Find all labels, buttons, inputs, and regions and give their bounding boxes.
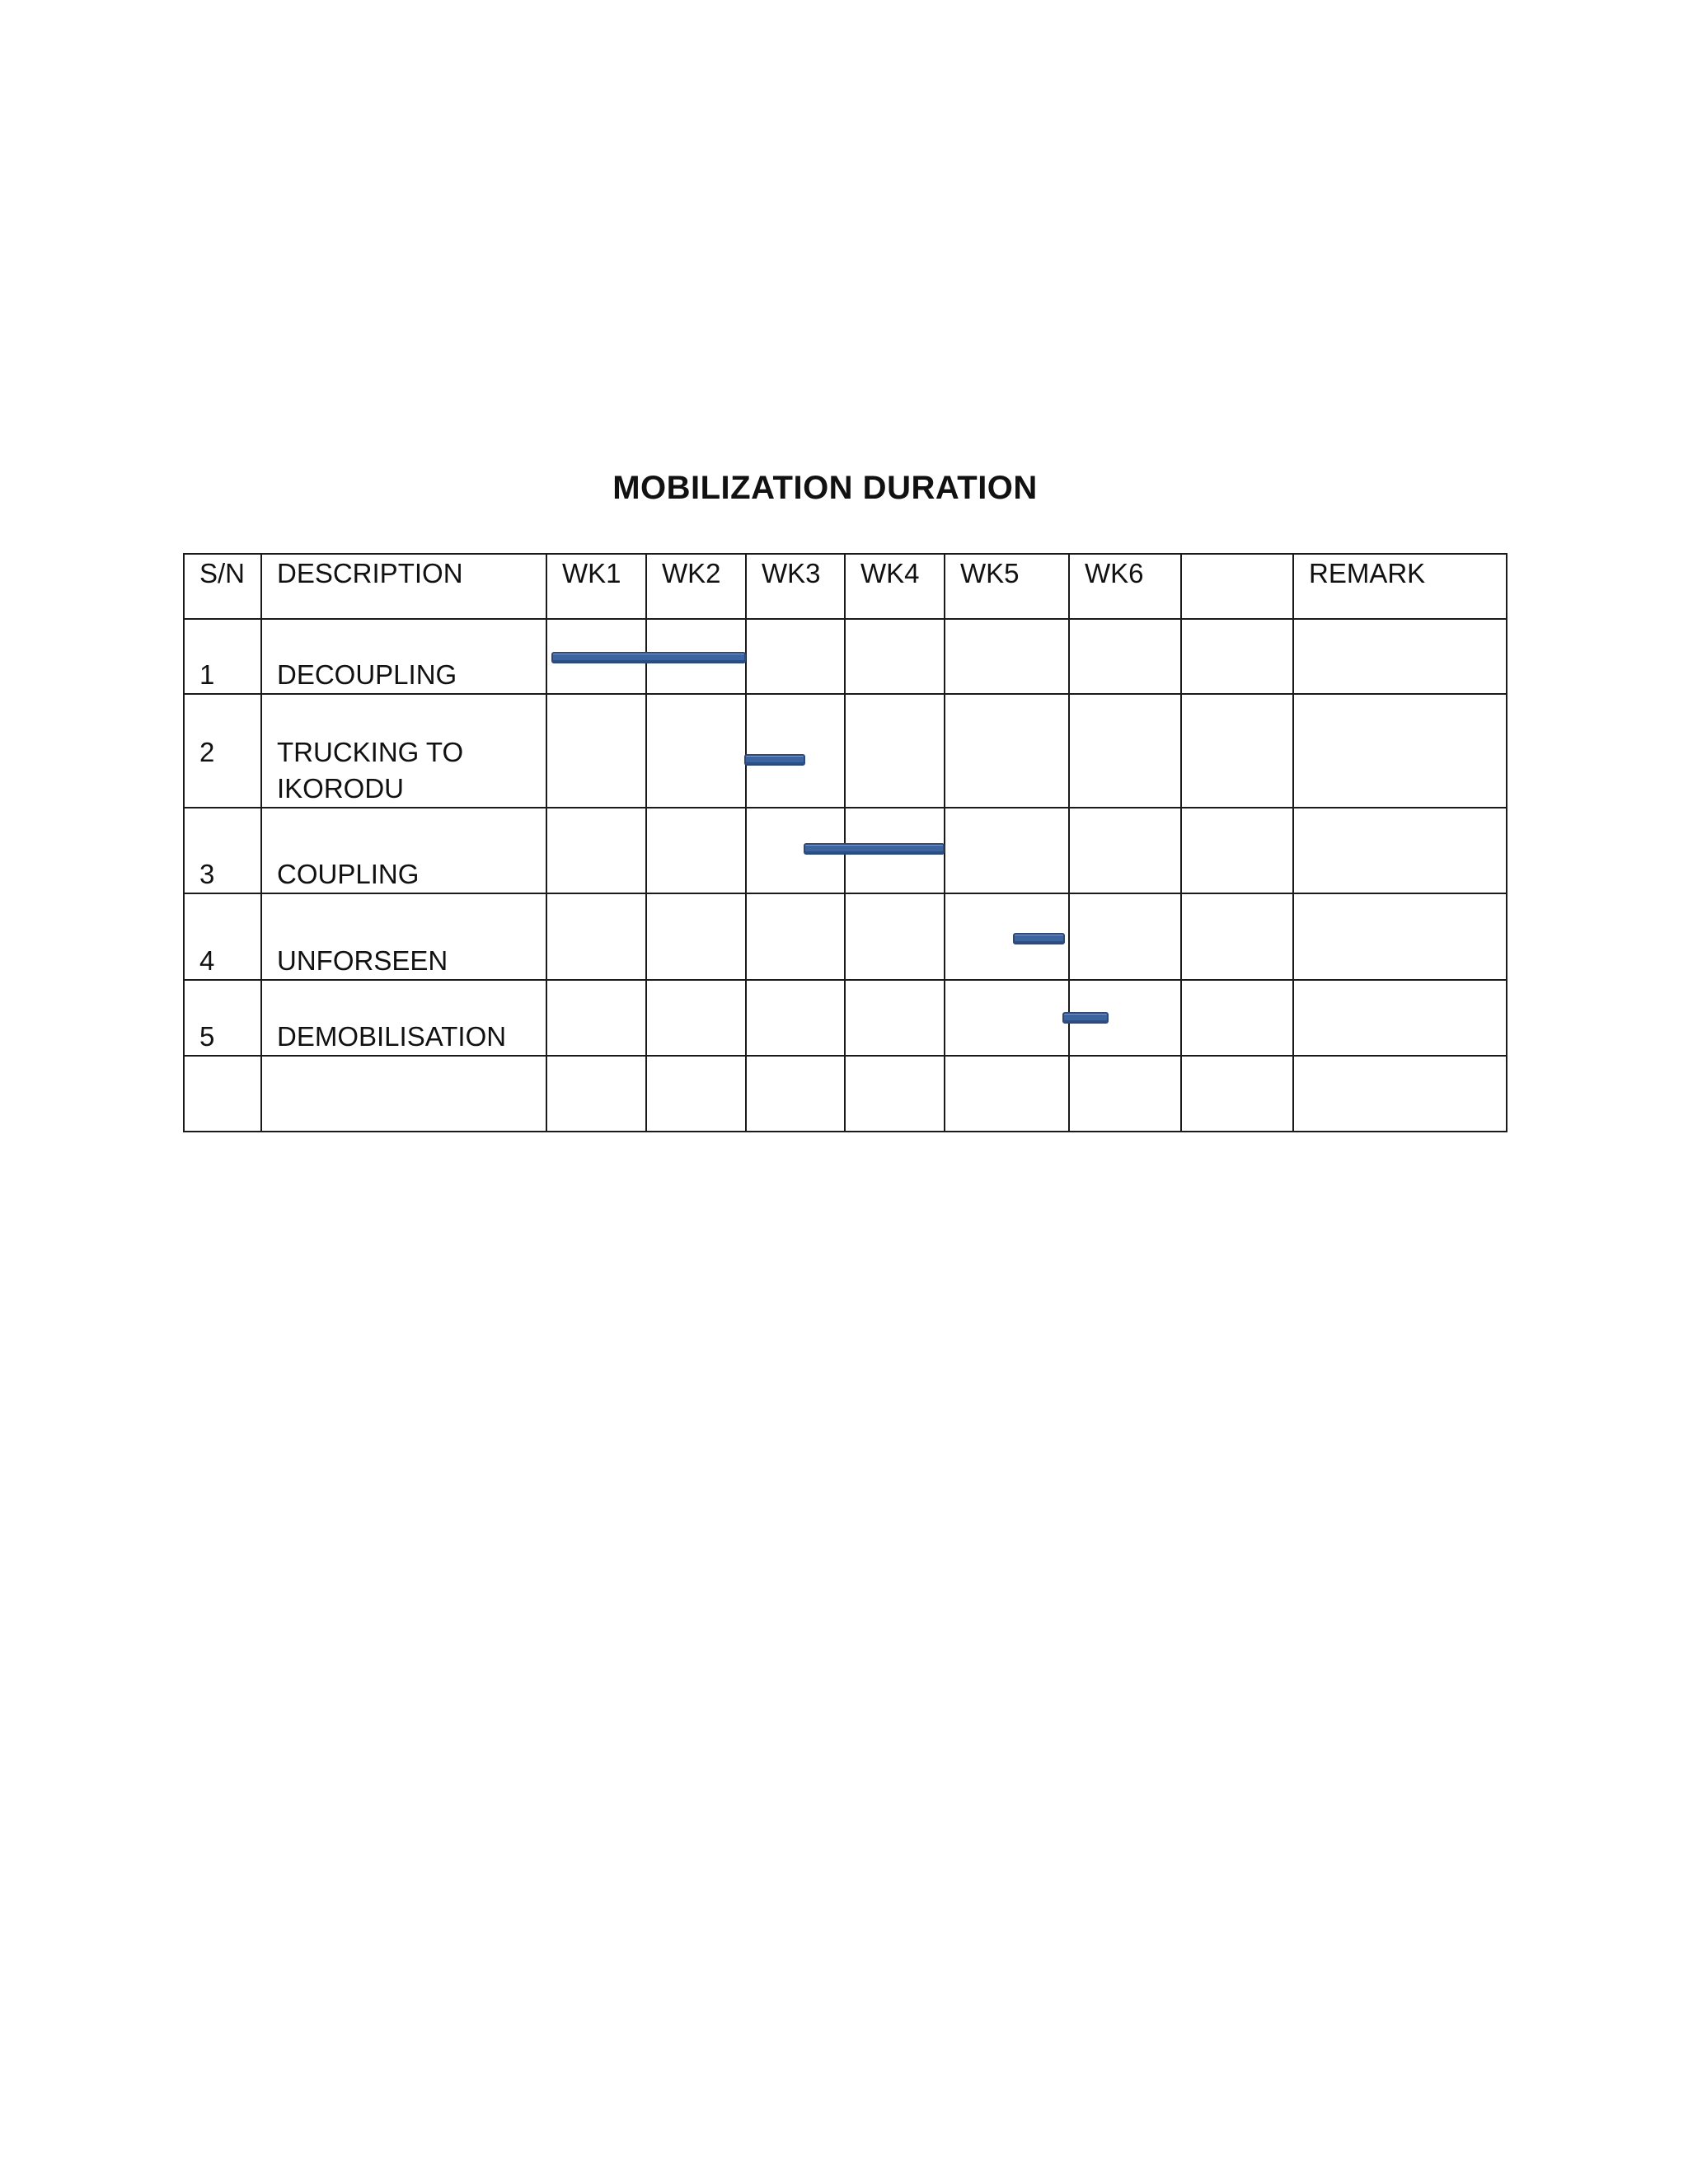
week-cell xyxy=(646,808,746,893)
table-row xyxy=(184,1056,1507,1132)
header-row xyxy=(184,554,1507,619)
blank-cell xyxy=(1181,980,1293,1056)
header-remark: REMARK xyxy=(1293,554,1507,619)
row-description: DECOUPLING xyxy=(261,619,546,694)
week-cell xyxy=(845,893,945,980)
remark-cell xyxy=(1293,808,1507,893)
week-cell xyxy=(746,893,845,980)
week-cell xyxy=(945,893,1069,980)
row-sn: 3 xyxy=(184,808,261,893)
week-cell xyxy=(945,619,1069,694)
row-sn xyxy=(184,1056,261,1132)
header-wk1: WK1 xyxy=(546,554,646,619)
week-cell xyxy=(546,694,646,808)
header-wk2: WK2 xyxy=(646,554,746,619)
document-title: MOBILIZATION DURATION xyxy=(612,470,1038,506)
week-cell xyxy=(1069,619,1181,694)
week-cell xyxy=(845,1056,945,1132)
blank-cell xyxy=(1181,619,1293,694)
week-cell xyxy=(945,694,1069,808)
week-cell xyxy=(646,1056,746,1132)
week-cell xyxy=(646,980,746,1056)
table-row xyxy=(184,893,1507,980)
header-wk5: WK5 xyxy=(945,554,1069,619)
table-row xyxy=(184,808,1507,893)
row-description: UNFORSEEN xyxy=(261,893,546,980)
remark-cell xyxy=(1293,893,1507,980)
blank-cell xyxy=(1181,893,1293,980)
header-sn: S/N xyxy=(184,554,261,619)
header-wk4: WK4 xyxy=(845,554,945,619)
week-cell xyxy=(746,808,845,893)
week-cell xyxy=(646,893,746,980)
week-cell xyxy=(1069,980,1181,1056)
week-cell xyxy=(845,808,945,893)
week-cell xyxy=(646,619,746,694)
remark-cell xyxy=(1293,980,1507,1056)
mobilization-schedule xyxy=(183,553,1506,1131)
week-cell xyxy=(845,694,945,808)
blank-cell xyxy=(1181,808,1293,893)
week-cell xyxy=(746,980,845,1056)
week-cell xyxy=(746,1056,845,1132)
week-cell xyxy=(945,808,1069,893)
header-blank xyxy=(1181,554,1293,619)
row-description: COUPLING xyxy=(261,808,546,893)
header-wk6: WK6 xyxy=(1069,554,1181,619)
week-cell xyxy=(546,980,646,1056)
header-description: DESCRIPTION xyxy=(261,554,546,619)
row-sn: 4 xyxy=(184,893,261,980)
week-cell xyxy=(546,1056,646,1132)
week-cell xyxy=(1069,893,1181,980)
week-cell xyxy=(746,619,845,694)
row-description: DEMOBILISATION xyxy=(261,980,546,1056)
table-row xyxy=(184,619,1507,694)
week-cell xyxy=(945,1056,1069,1132)
week-cell xyxy=(1069,1056,1181,1132)
week-cell xyxy=(646,694,746,808)
description-line: TRUCKING TO xyxy=(277,737,464,767)
row-description xyxy=(261,1056,546,1132)
remark-cell xyxy=(1293,619,1507,694)
table-row xyxy=(184,694,1507,808)
row-description xyxy=(261,694,546,808)
remark-cell xyxy=(1293,694,1507,808)
week-cell xyxy=(945,980,1069,1056)
schedule-table xyxy=(183,553,1507,1132)
row-sn: 2 xyxy=(184,694,261,808)
row-sn: 5 xyxy=(184,980,261,1056)
week-cell xyxy=(746,694,845,808)
week-cell xyxy=(845,980,945,1056)
remark-cell xyxy=(1293,1056,1507,1132)
week-cell xyxy=(845,619,945,694)
week-cell xyxy=(546,893,646,980)
table-row xyxy=(184,980,1507,1056)
week-cell xyxy=(1069,808,1181,893)
week-cell xyxy=(546,619,646,694)
week-cell xyxy=(546,808,646,893)
blank-cell xyxy=(1181,694,1293,808)
header-wk3: WK3 xyxy=(746,554,845,619)
week-cell xyxy=(1069,694,1181,808)
blank-cell xyxy=(1181,1056,1293,1132)
description-line: IKORODU xyxy=(277,773,405,804)
row-sn: 1 xyxy=(184,619,261,694)
